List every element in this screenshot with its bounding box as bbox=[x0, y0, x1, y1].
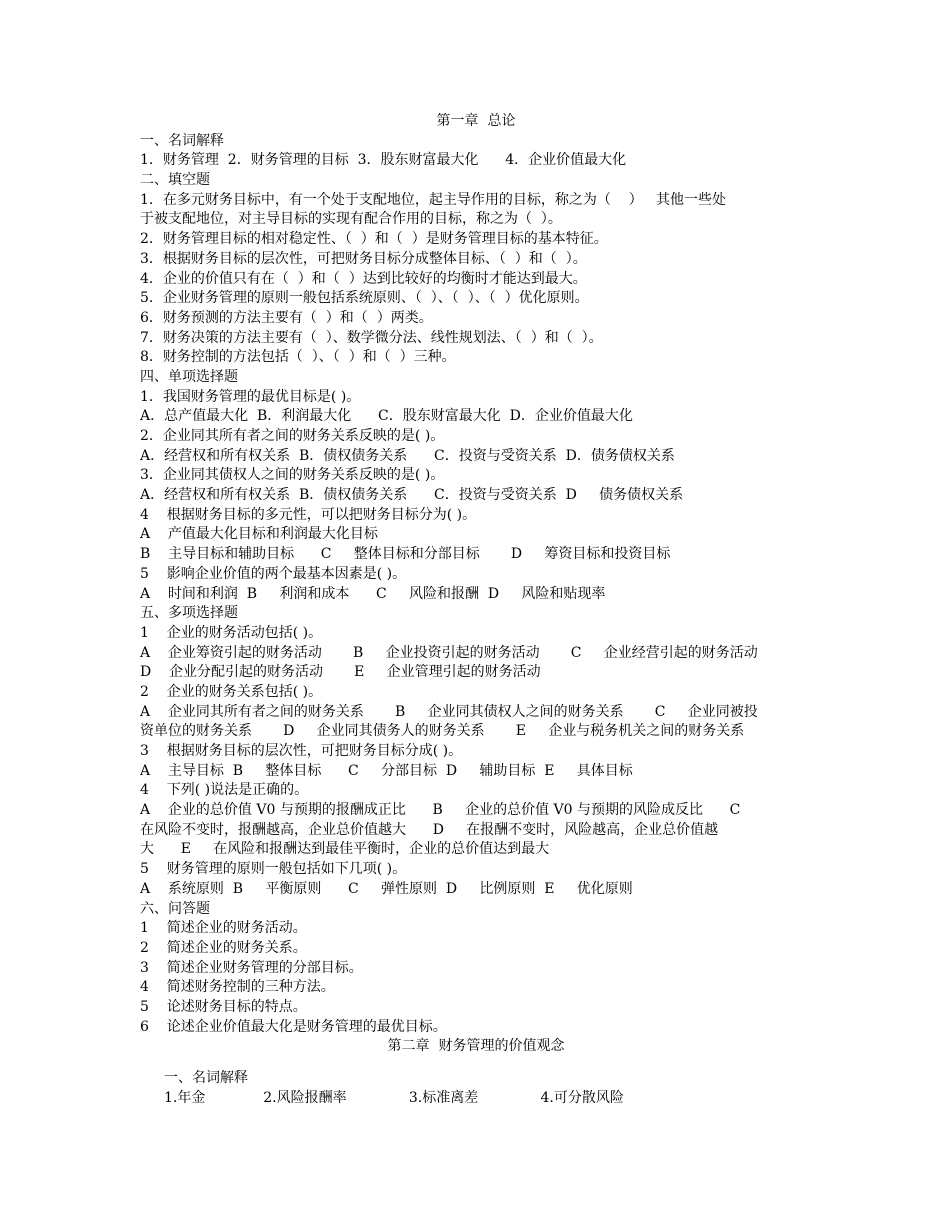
text-line: D 企业分配引起的财务活动 E 企业管理引起的财务活动 bbox=[140, 664, 541, 681]
text-line: 2．企业同其所有者之间的财务关系反映的是( )。 bbox=[140, 428, 445, 445]
text-line: A 产值最大化目标和利润最大化目标 bbox=[140, 526, 378, 543]
text-line: 8．财务控制的方法包括（ ）、（ ）和（ ）三种。 bbox=[140, 349, 456, 366]
text-line: A 系统原则 B 平衡原则 C 弹性原则 D 比例原则 E 优化原则 bbox=[140, 880, 633, 897]
text-line: 5 影响企业价值的两个最基本因素是( )。 bbox=[140, 565, 407, 582]
text-line: A 时间和利润 B 利润和成本 C 风险和报酬 D 风险和贴现率 bbox=[140, 585, 606, 602]
text-line: B 主导目标和辅助目标 C 整体目标和分部目标 D 筹资目标和投资目标 bbox=[140, 546, 671, 563]
text-line: 3 根据财务目标的层次性，可把财务目标分成( )。 bbox=[140, 743, 463, 760]
text-line: 3 简述企业财务管理的分部目标。 bbox=[140, 959, 363, 976]
text-line: 1．财务管理 2．财务管理的目标 3．股东财富最大化 4．企业价值最大化 bbox=[140, 152, 627, 169]
chapter-1-title: 第一章 总论 bbox=[436, 113, 516, 129]
text-line: A．经营权和所有权关系 B．债权债务关系 C．投资与受资关系 D 债务债权关系 bbox=[140, 487, 684, 504]
text-line: 4 简述财务控制的三种方法。 bbox=[140, 979, 335, 996]
text-line: 六、问答题 bbox=[140, 900, 210, 917]
text-line: 1 企业的财务活动包括( )。 bbox=[140, 624, 323, 641]
text-line: 2 简述企业的财务关系。 bbox=[140, 939, 307, 956]
text-line: 4．企业的价值只有在（ ）和（ ）达到比较好的均衡时才能达到最大。 bbox=[140, 270, 587, 287]
text-line: 4 根据财务目标的多元性，可以把财务目标分为( )。 bbox=[140, 506, 477, 523]
document-body bbox=[140, 112, 812, 1109]
text-line: 5．企业财务管理的原则一般包括系统原则、（ ）、（ ）、（ ）优化原则。 bbox=[140, 290, 589, 307]
text-line: 1 简述企业的财务活动。 bbox=[140, 920, 307, 937]
chapter-1-content bbox=[140, 132, 812, 1038]
chapter-2-title: 第二章 财务管理的价值观念 bbox=[387, 1038, 565, 1055]
text-line: A 企业的总价值 V0 与预期的报酬成正比 B 企业的总价值 V0 与预期的风险成反比 C bbox=[140, 802, 741, 819]
text-line: 在风险不变时，报酬越高，企业总价值越大 D 在报酬不变时，风险越高，企业总价值越 bbox=[140, 821, 719, 838]
text-line: 6．财务预测的方法主要有（ ）和（ ）两类。 bbox=[140, 309, 433, 326]
text-line: 二、填空题 bbox=[140, 172, 210, 189]
text-line: 6 论述企业价值最大化是财务管理的最优目标。 bbox=[140, 1018, 447, 1035]
text-line: A 企业筹资引起的财务活动 B 企业投资引起的财务活动 C 企业经营引起的财务活动 bbox=[140, 644, 758, 661]
text-line: 大 E 在风险和报酬达到最佳平衡时，企业的总价值达到最大 bbox=[140, 841, 550, 858]
text-line: 四、单项选择题 bbox=[140, 368, 238, 385]
text-line: 于被支配地位，对主导目标的实现有配合作用的目标，称之为（ ）。 bbox=[140, 211, 562, 228]
text-line: A．经营权和所有权关系 B．债权债务关系 C．投资与受资关系 D．债务债权关系 bbox=[140, 447, 675, 464]
text-line: 4 下列( )说法是正确的。 bbox=[140, 782, 309, 799]
text-line: 五、多项选择题 bbox=[140, 605, 238, 622]
chapter-2-content bbox=[140, 1069, 812, 1108]
text-line: 3．根据财务目标的层次性，可把财务目标分成整体目标、（ ）和（ ）。 bbox=[140, 250, 587, 267]
text-line: 7．财务决策的方法主要有（ ）、数学微分法、线性规划法、（ ）和（ ）。 bbox=[140, 329, 603, 346]
text-line: 资单位的财务关系 D 企业同其债务人的财务关系 E 企业与税务机关之间的财务关系 bbox=[140, 723, 745, 740]
text-line: 2 企业的财务关系包括( )。 bbox=[140, 683, 323, 700]
text-line: 一、名词解释 bbox=[164, 1070, 248, 1087]
text-line: 5 论述财务目标的特点。 bbox=[140, 998, 307, 1015]
text-line: 5 财务管理的原则一般包括如下几项( )。 bbox=[140, 861, 407, 878]
text-line: 1．在多元财务目标中，有一个处于支配地位，起主导作用的目标，称之为（ ） 其他一些处 bbox=[140, 191, 727, 208]
text-line: A 企业同其所有者之间的财务关系 B 企业同其债权人之间的财务关系 C 企业同被投 bbox=[140, 703, 758, 720]
text-line: 2．财务管理目标的相对稳定性、（ ）和（ ）是财务管理目标的基本特征。 bbox=[140, 231, 608, 248]
text-line: 1.年金 2.风险报酬率 3.标准离差 4.可分散风险 bbox=[164, 1090, 624, 1107]
text-line: A 主导目标 B 整体目标 C 分部目标 D 辅助目标 E 具体目标 bbox=[140, 762, 633, 779]
text-line: 1．我国财务管理的最优目标是( )。 bbox=[140, 388, 361, 405]
text-line: A．总产值最大化 B．利润最大化 C．股东财富最大化 D．企业价值最大化 bbox=[140, 408, 633, 425]
text-line: 一、名词解释 bbox=[140, 132, 224, 149]
text-line: 3．企业同其债权人之间的财务关系反映的是( )。 bbox=[140, 467, 445, 484]
